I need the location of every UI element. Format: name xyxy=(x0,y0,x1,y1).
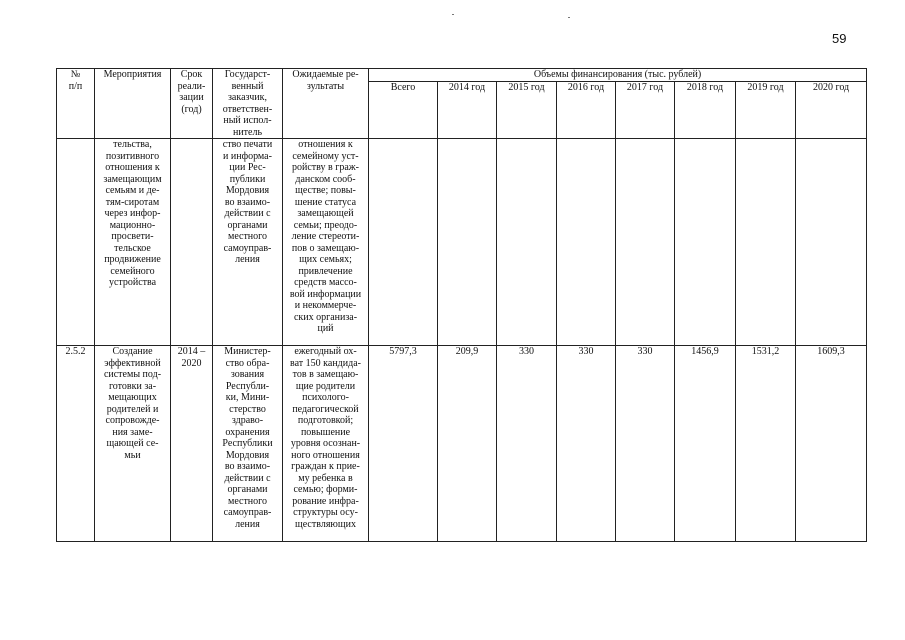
row-value-2017 xyxy=(616,139,675,346)
table-row xyxy=(57,139,867,346)
row-total: 5797,3 xyxy=(369,346,438,542)
row-value-2017: 330 xyxy=(616,346,675,542)
scan-speck xyxy=(452,14,454,15)
header-customer: Государст- венный заказчик, ответствен- ный испол- нитель xyxy=(213,69,283,139)
row-num xyxy=(57,139,95,346)
row-value-2018 xyxy=(675,139,736,346)
header-measures: Мероприятия xyxy=(95,69,171,139)
row-value-2016: 330 xyxy=(557,346,616,542)
table-row xyxy=(57,346,867,542)
header-year-2019: 2019 год xyxy=(736,82,796,139)
row-measure: тельства, позитивного отношения к замещающим семьям и де- тям-сиротам через инфор- мационно- просвети- тельское продвижение семейного устройства xyxy=(95,139,171,346)
header-row-1 xyxy=(57,69,867,82)
header-year-2018: 2018 год xyxy=(675,82,736,139)
row-value-2019: 1531,2 xyxy=(736,346,796,542)
header-term: Срок реали- зации (год) xyxy=(171,69,213,139)
row-value-2019 xyxy=(736,139,796,346)
row-term: 2014 – 2020 xyxy=(171,346,213,542)
header-year-2017: 2017 год xyxy=(616,82,675,139)
row-measure: Создание эффективной системы под- готовки за- мещающих родителей и сопровожде- ния заме- щающей се- мьи xyxy=(95,346,171,542)
row-results: ежегодный ох- ват 150 кандида- тов в замещаю- щие родители психолого- педагогической подготовкой; повышение уровня осознан- ного отношения граждан к прие- му ребенка в семью; форми- рование инфра- структуры осу- ществляющих xyxy=(283,346,369,542)
row-value-2018: 1456,9 xyxy=(675,346,736,542)
row-value-2016 xyxy=(557,139,616,346)
header-year-2016: 2016 год xyxy=(557,82,616,139)
row-term xyxy=(171,139,213,346)
header-total: Всего xyxy=(369,82,438,139)
row-value-2020: 1609,3 xyxy=(796,346,867,542)
row-total xyxy=(369,139,438,346)
header-results: Ожидаемые ре- зультаты xyxy=(283,69,369,139)
row-results: отношения к семейному уст- ройству в граж- данском сооб- ществе; повы- шение статуса замещающей семьи; преодо- ление стереоти- пов о замещаю- щих семьях; привлечение средств массо- вой информации и некоммерче- ских организа- ций xyxy=(283,139,369,346)
row-value-2015 xyxy=(497,139,557,346)
header-num: № п/п xyxy=(57,69,95,139)
scan-speck xyxy=(568,17,570,18)
row-customer: Министер- ство обра- зования Республи- ки, Мини- стерство здраво- охранения Республики Мордовия во взаимо- действии с органами местного самоуправ- ления xyxy=(213,346,283,542)
header-year-2020: 2020 год xyxy=(796,82,867,139)
header-funding: Объемы финансирования (тыс. рублей) xyxy=(369,69,867,82)
row-value-2014 xyxy=(438,139,497,346)
header-year-2014: 2014 год xyxy=(438,82,497,139)
row-value-2015: 330 xyxy=(497,346,557,542)
page-number: 59 xyxy=(832,31,847,46)
row-num: 2.5.2 xyxy=(57,346,95,542)
row-value-2020 xyxy=(796,139,867,346)
funding-table xyxy=(56,68,867,542)
row-value-2014: 209,9 xyxy=(438,346,497,542)
row-customer: ство печати и информа- ции Рес- публики Мордовия во взаимо- действии с органами местного самоуправ- ления xyxy=(213,139,283,346)
header-year-2015: 2015 год xyxy=(497,82,557,139)
